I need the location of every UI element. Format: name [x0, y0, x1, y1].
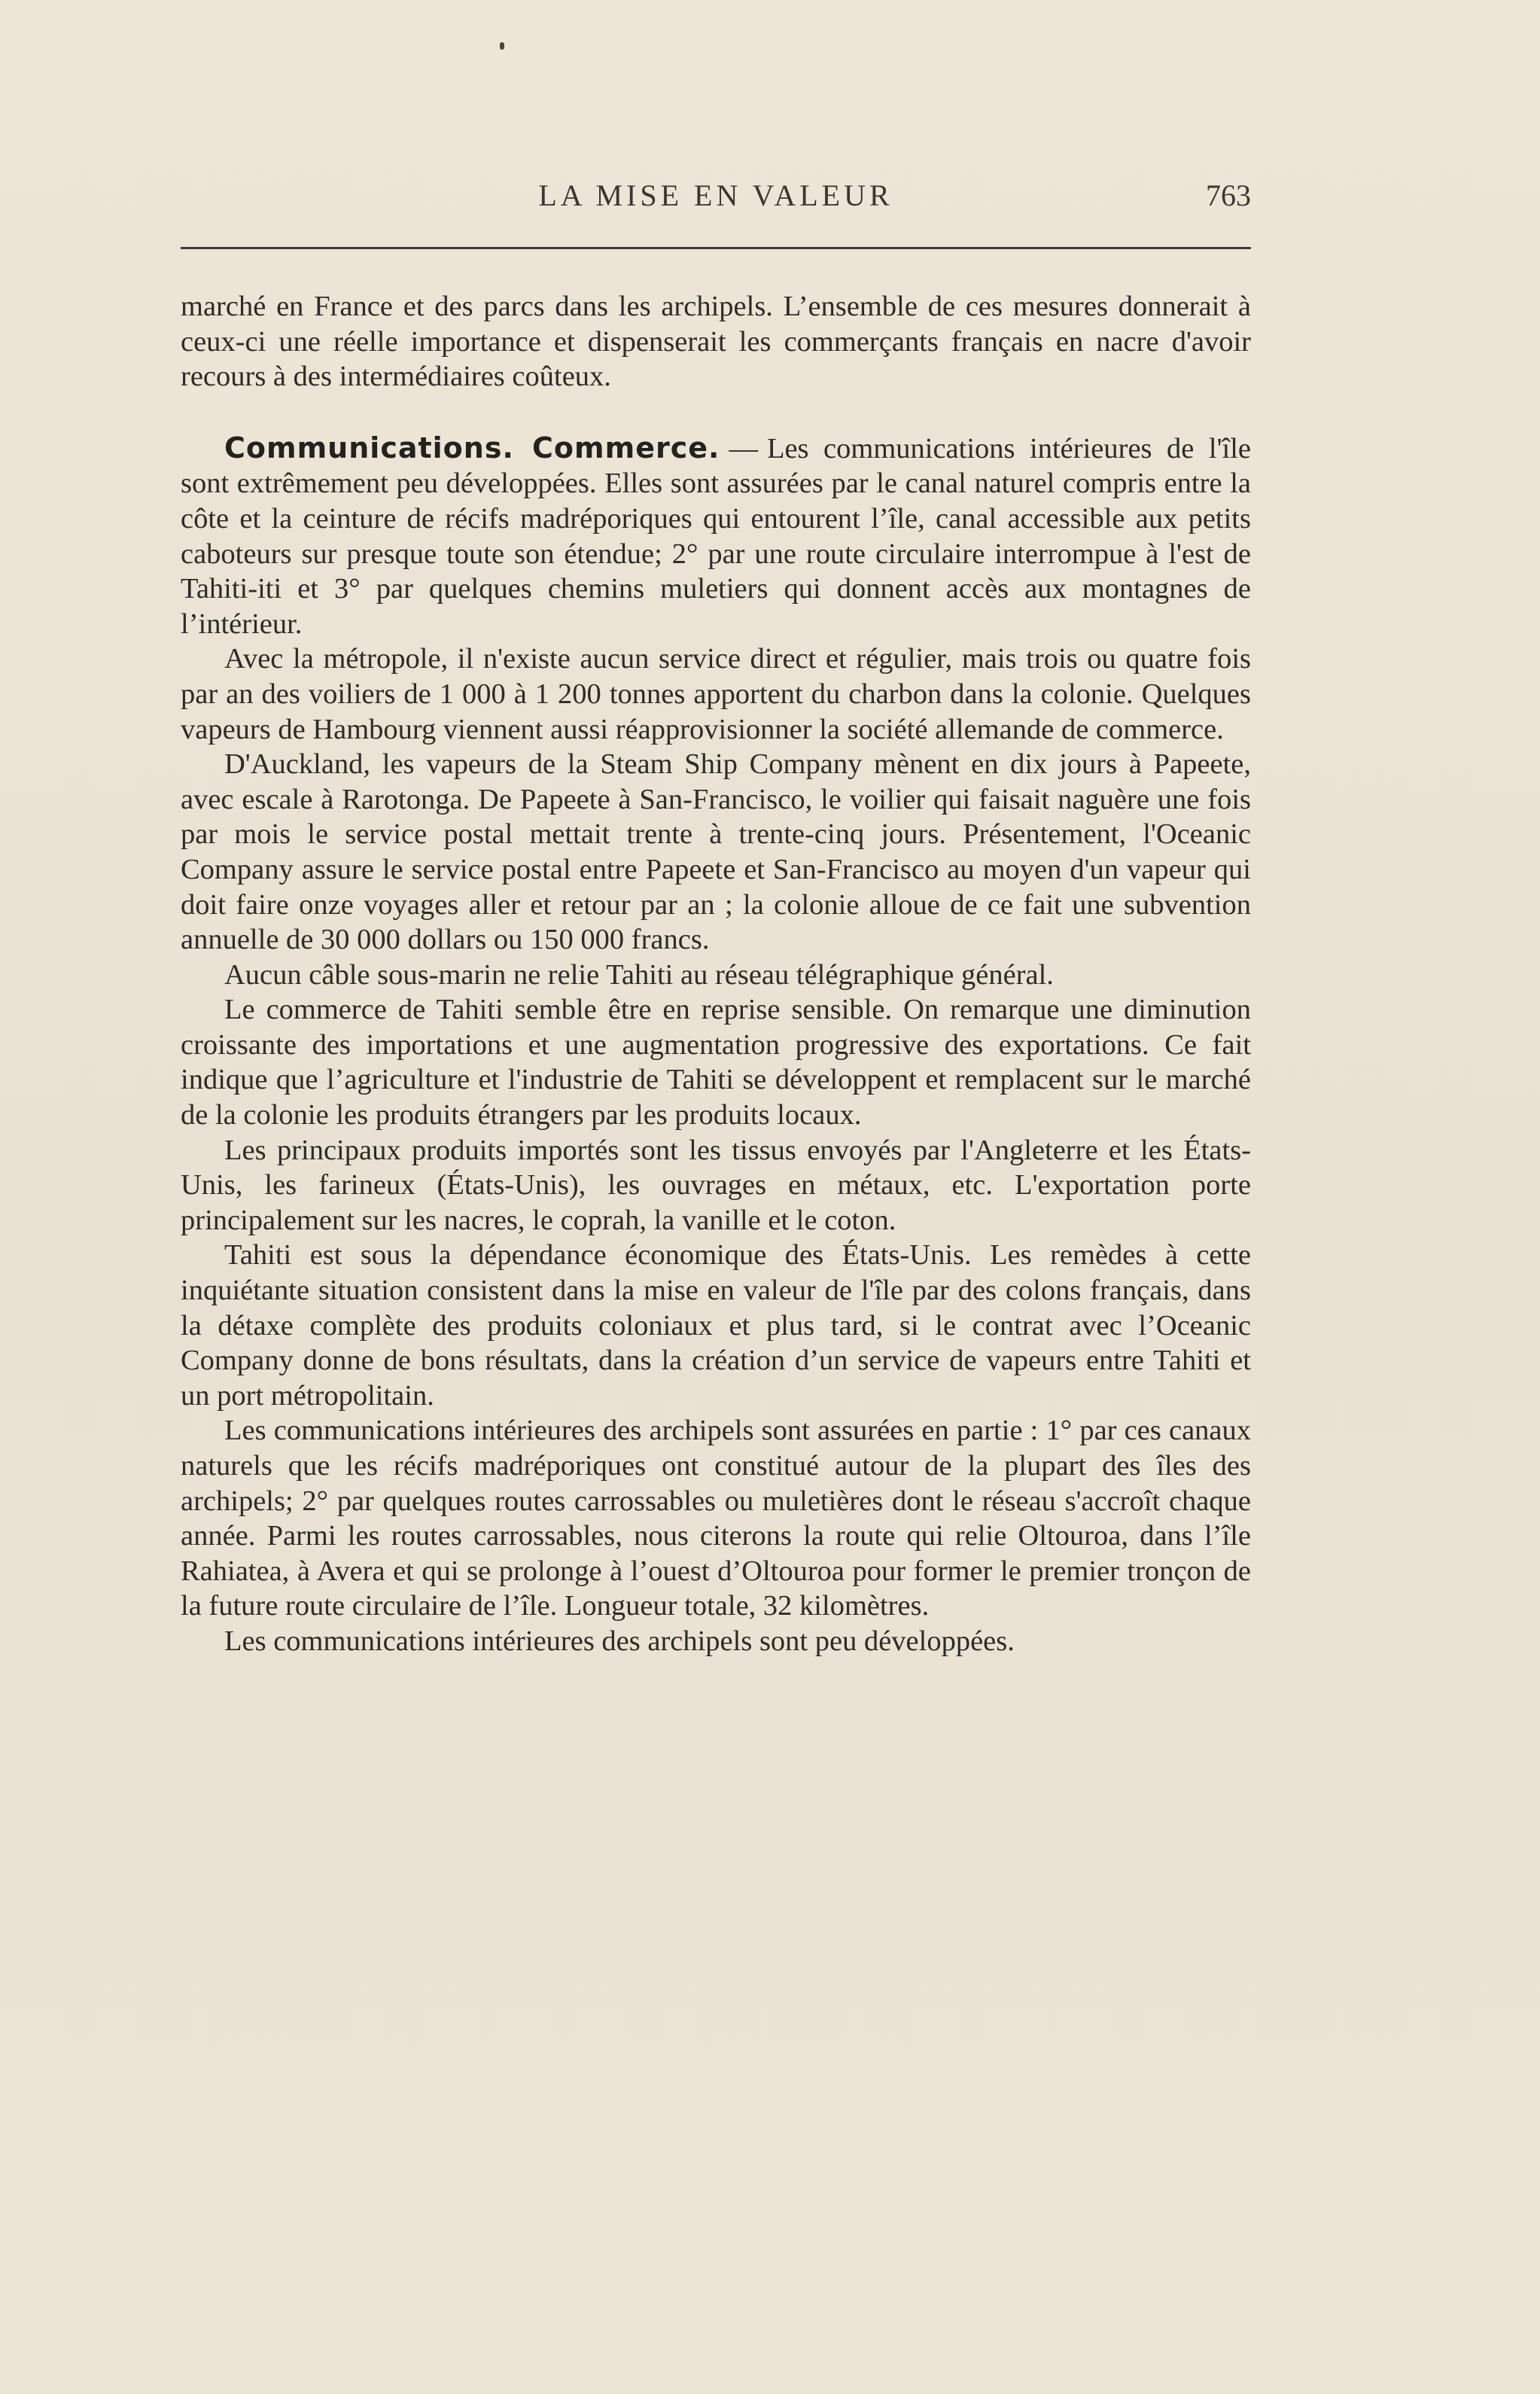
paragraph-10: Les communications intérieures des archipels sont peu développées. [224, 1625, 1015, 1657]
paragraph-9: Les communications intérieures des archipels sont assurées en partie : 1° par ces canaux naturels que les récifs madréporiques ont constitué autour de la plupart des îles des archipels; 2° par quelques routes carrossables ou muletières dont le réseau s'accroît chaque année. Parmi les routes carrossables, nous citerons la route qui relie Oltouroa, dans l’île Rahiatea, à Avera et qui se prolonge à l’ouest d’Oltouroa pour former le premier tronçon de la future route circulaire de l’île. Longueur totale, 32 kilomètres. [181, 1415, 1251, 1622]
paragraph-6: Le commerce de Tahiti semble être en reprise sensible. On remarque une diminution croissante des importations et une augmentation progressive des exportations. Ce fait indique que l’agriculture et l'industrie de Tahiti se développent et remplacent sur le marché de la colonie les produits étrangers par les produits locaux. [181, 994, 1251, 1132]
paragraph-2-text: Les communications intérieures de l'île sont extrêmement peu développées. Elles sont assurées par le canal naturel compris entre la côte et la ceinture de récifs madréporiques qui entourent l’île, canal accessible aux petits caboteurs sur presque toute son étendue; 2° par une route circulaire interrompue à l'est de Tahiti-iti et 3° par quelques chemins muletiers qui donnent accès aux montagnes de l’intérieur. [181, 432, 1251, 640]
running-title: LA MISE EN VALEUR [538, 178, 893, 212]
paragraph-4: D'Auckland, les vapeurs de la Steam Ship Company mènent en dix jours à Papeete, avec escale à Rarotonga. De Papeete à San-Francisco, le voilier qui faisait naguère une fois par mois le service postal mettait trente à trente-cinq jours. Présentement, l'Oceanic Company assure le service postal entre Papeete et San-Francisco au moyen d'un vapeur qui doit faire onze voyages aller et retour par an ; la colonie alloue de ce fait une subvention annuelle de 30 000 dollars ou 150 000 francs. [181, 748, 1251, 956]
body-text [181, 289, 1251, 1659]
section-dash: — [729, 432, 758, 464]
paragraph-7: Les principaux produits importés sont les tissus envoyés par l'Angleterre et les États-Unis, les farineux (États-Unis), les ouvrages en métaux, etc. L'exportation porte principalement sur les nacres, le coprah, la vanille et le coton. [181, 1134, 1251, 1236]
header-rule [181, 247, 1251, 249]
paragraph-1: marché en France et des parcs dans les archipels. L’ensemble de ces mesures donnerait à ceux-ci une réelle importance et dispenserait les commerçants français en nacre d'avoir recours à des intermédiaires coûteux. [181, 291, 1251, 393]
paragraph-3: Avec la métropole, il n'existe aucun service direct et régulier, mais trois ou quatre fois par an des voiliers de 1 000 à 1 200 tonnes apportent du charbon dans la colonie. Quelques vapeurs de Hambourg viennent aussi réapprovisionner la société allemande de commerce. [181, 643, 1251, 745]
section-title: Communications. Commerce. [224, 431, 720, 464]
paragraph-5: Aucun câble sous-marin ne relie Tahiti au réseau télégraphique général. [224, 958, 1054, 991]
paragraph-2 [181, 431, 1251, 642]
paragraph-8: Tahiti est sous la dépendance économique des États-Unis. Les remèdes à cette inquiétante situation consistent dans la mise en valeur de l'île par des colons français, dans la détaxe complète des produits coloniaux et plus tard, si le contrat avec l’Oceanic Company donne de bons résultats, dans la création d’un service de vapeurs entre Tahiti et un port métropolitain. [181, 1239, 1251, 1412]
ink-speck [500, 42, 504, 50]
page-header [181, 178, 1251, 223]
page-number: 763 [1206, 178, 1251, 212]
